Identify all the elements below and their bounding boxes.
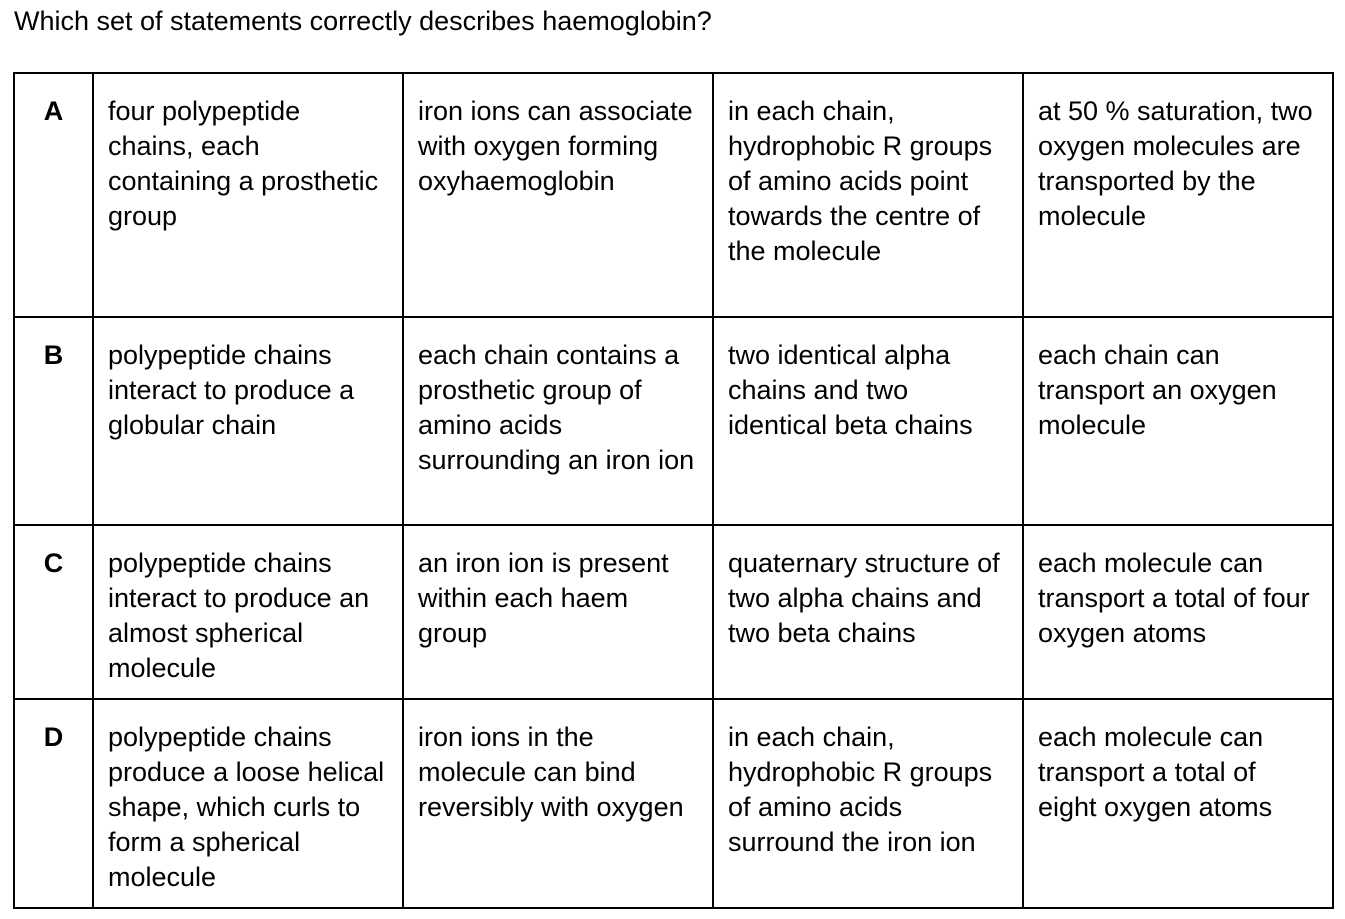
statement-cell: in each chain, hydrophobic R groups of amino acids point towards the centre of the molecule xyxy=(713,73,1023,317)
options-table xyxy=(13,72,1334,909)
option-key: C xyxy=(14,525,93,699)
statement-cell: iron ions in the molecule can bind reversibly with oxygen xyxy=(403,699,713,908)
statement-cell: each chain can transport an oxygen molecule xyxy=(1023,317,1333,525)
option-key: B xyxy=(14,317,93,525)
statement-cell: quaternary structure of two alpha chains and two beta chains xyxy=(713,525,1023,699)
statement-cell: each molecule can transport a total of eight oxygen atoms xyxy=(1023,699,1333,908)
statement-cell: iron ions can associate with oxygen forming oxyhaemoglobin xyxy=(403,73,713,317)
statement-cell: at 50 % saturation, two oxygen molecules are transported by the molecule xyxy=(1023,73,1333,317)
statement-cell: polypeptide chains interact to produce a globular chain xyxy=(93,317,403,525)
statement-cell: two identical alpha chains and two identical beta chains xyxy=(713,317,1023,525)
statement-cell: four polypeptide chains, each containing a prosthetic group xyxy=(93,73,403,317)
option-row-c[interactable] xyxy=(14,525,1333,699)
statement-cell: polypeptide chains interact to produce an almost spherical molecule xyxy=(93,525,403,699)
statement-cell: each molecule can transport a total of four oxygen atoms xyxy=(1023,525,1333,699)
statement-cell: each chain contains a prosthetic group of amino acids surrounding an iron ion xyxy=(403,317,713,525)
option-key: A xyxy=(14,73,93,317)
option-key: D xyxy=(14,699,93,908)
question-text: Which set of statements correctly describes haemoglobin? xyxy=(14,6,712,36)
statement-cell: polypeptide chains produce a loose helical shape, which curls to form a spherical molecule xyxy=(93,699,403,908)
option-row-d[interactable] xyxy=(14,699,1333,908)
statement-cell: an iron ion is present within each haem group xyxy=(403,525,713,699)
statement-cell: in each chain, hydrophobic R groups of amino acids surround the iron ion xyxy=(713,699,1023,908)
option-row-b[interactable] xyxy=(14,317,1333,525)
option-row-a[interactable] xyxy=(14,73,1333,317)
